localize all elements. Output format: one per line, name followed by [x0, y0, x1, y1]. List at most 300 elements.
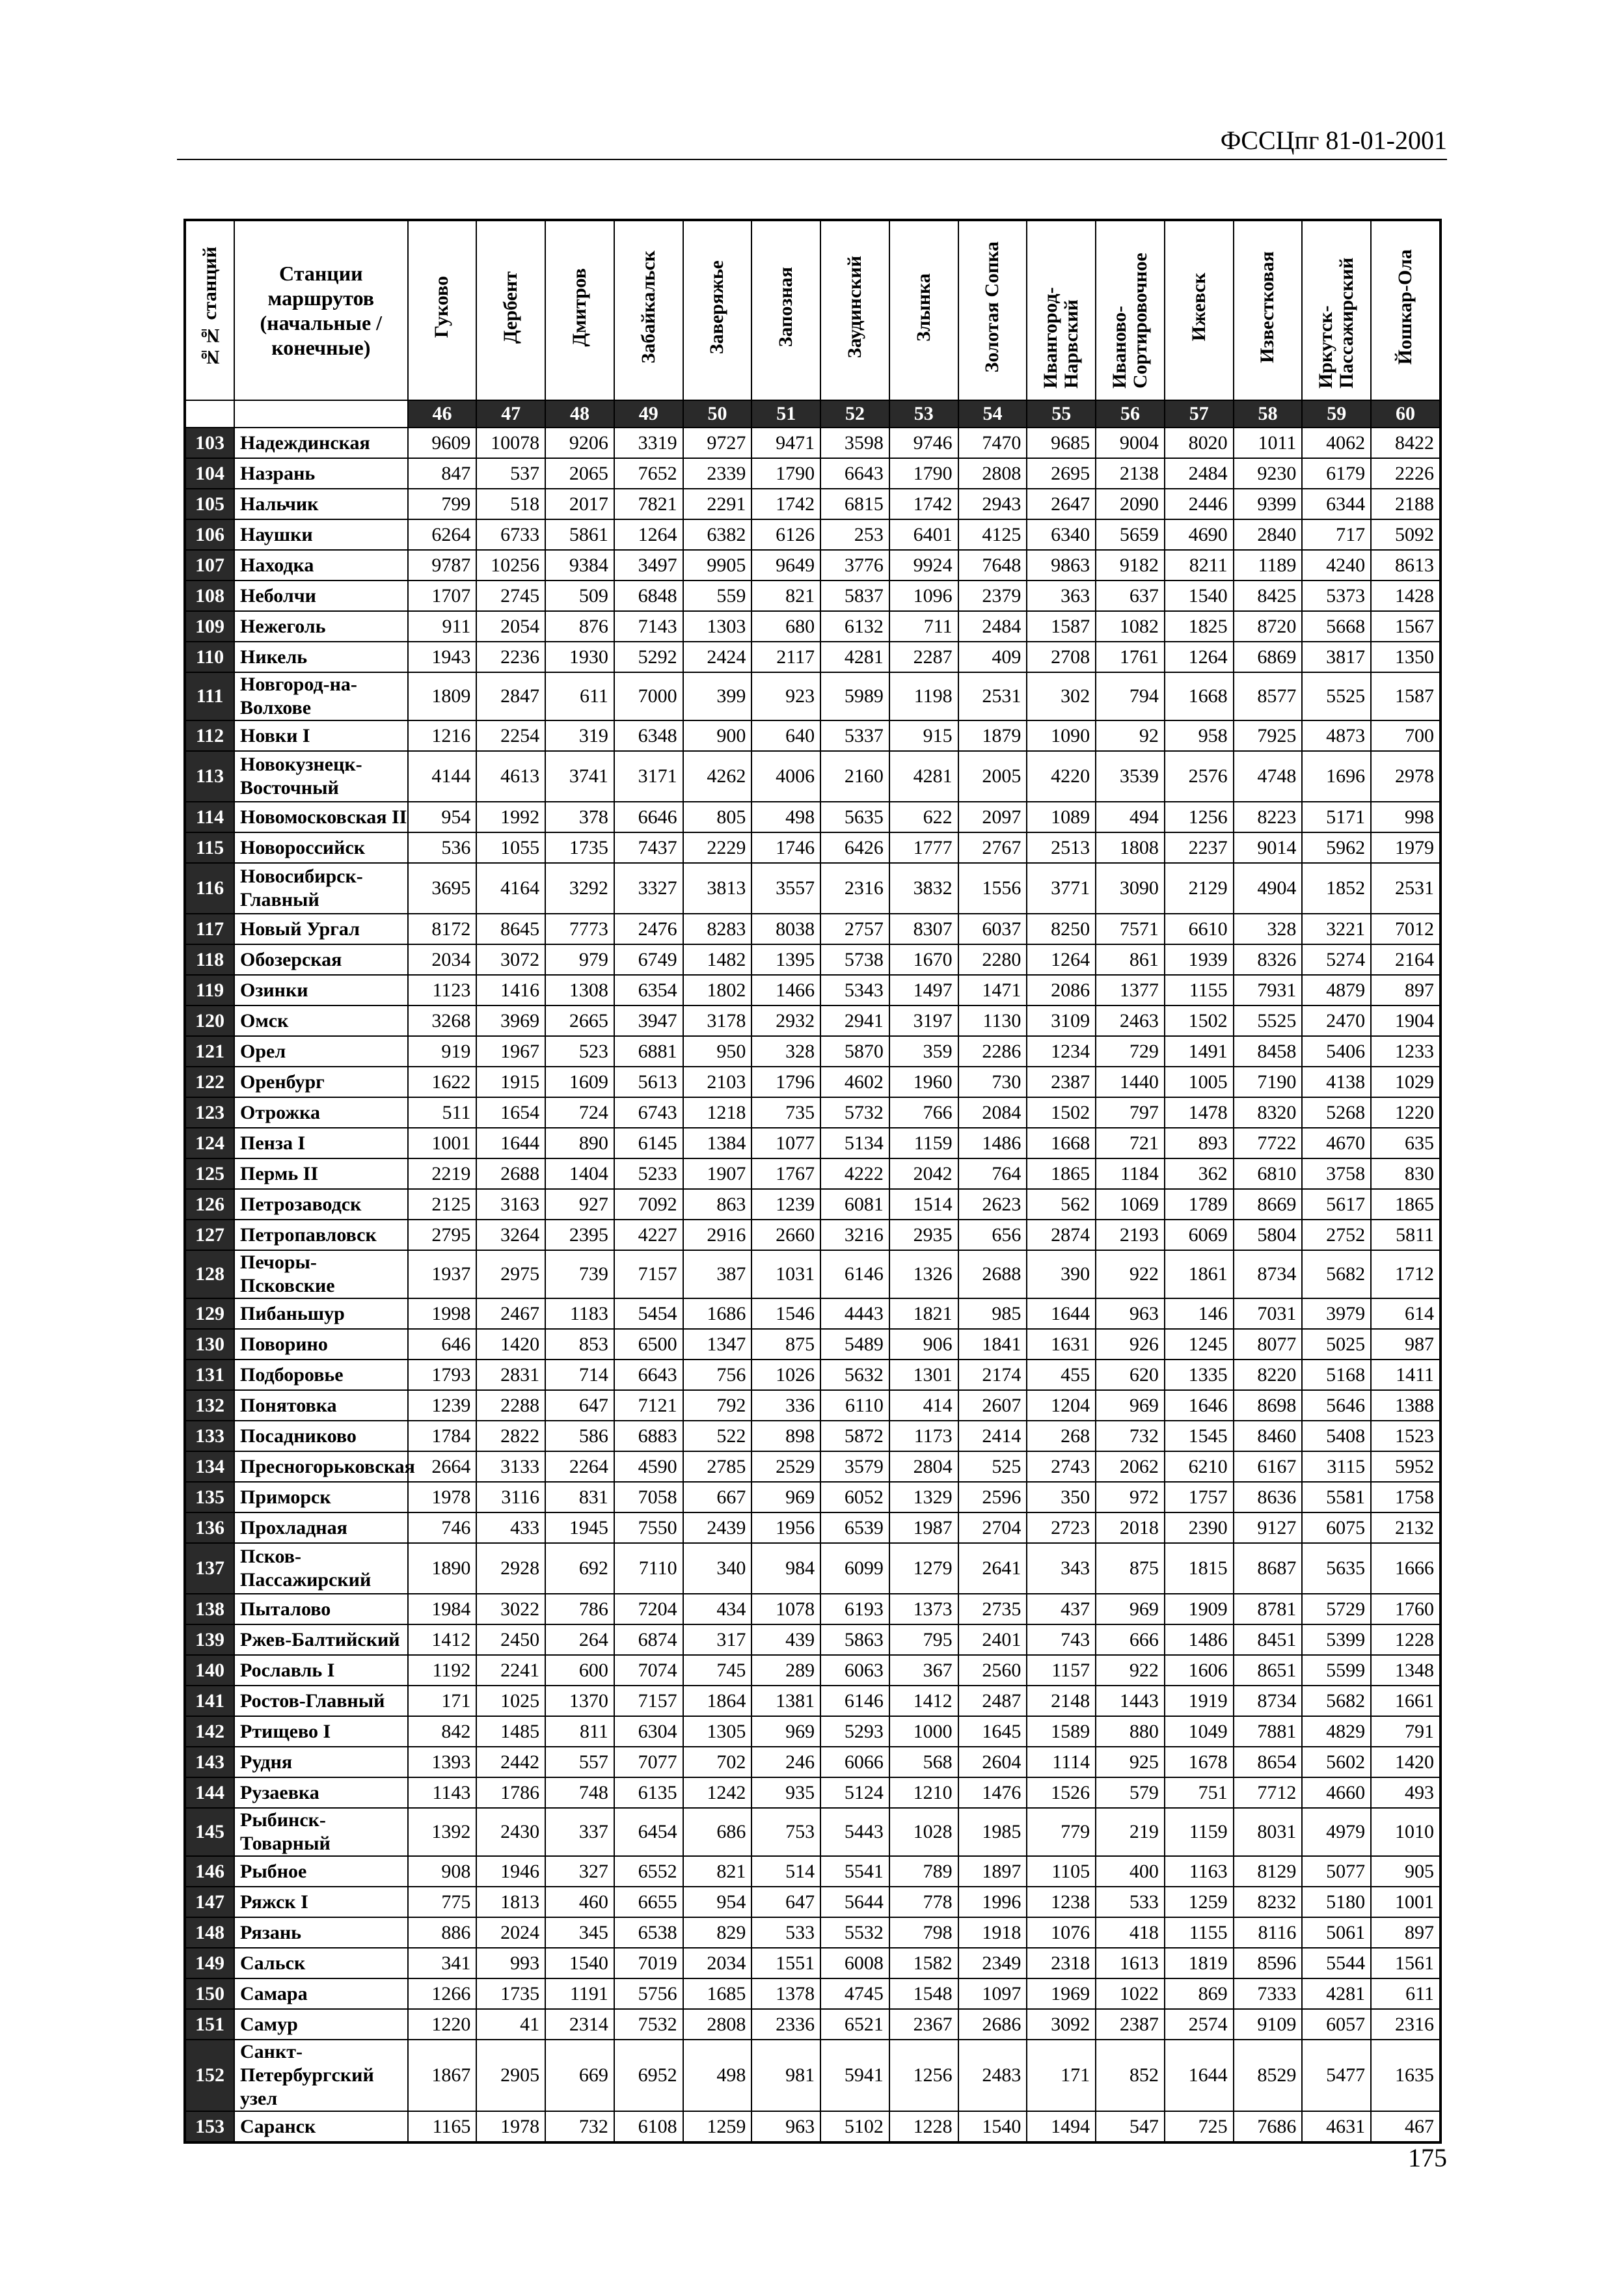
distance-cell: 1784 [408, 1421, 477, 1451]
distance-cell: 2745 [476, 581, 545, 611]
distance-cell: 493 [1371, 1777, 1441, 1808]
distance-cell: 2943 [958, 489, 1027, 519]
distance-cell: 1329 [889, 1482, 958, 1512]
distance-cell: 1026 [751, 1360, 820, 1390]
distance-cell: 3197 [889, 1005, 958, 1036]
distance-cell: 2822 [476, 1421, 545, 1451]
distance-cell: 1712 [1371, 1250, 1441, 1298]
distance-cell: 4281 [889, 751, 958, 802]
distance-cell: 821 [683, 1856, 752, 1887]
distance-cell: 359 [889, 1036, 958, 1067]
table-row [185, 1005, 1441, 1036]
distance-cell: 1384 [683, 1128, 752, 1158]
distance-cell: 1789 [1165, 1189, 1234, 1220]
distance-cell: 748 [545, 1777, 614, 1808]
distance-cell: 1696 [1302, 751, 1371, 802]
row-number: 110 [185, 642, 234, 672]
column-header [1302, 220, 1371, 400]
distance-cell: 557 [545, 1747, 614, 1777]
distance-cell: 1969 [1027, 1978, 1096, 2009]
distance-cell: 1259 [683, 2111, 752, 2142]
distance-cell: 3813 [683, 863, 752, 914]
distance-cell: 8781 [1234, 1594, 1303, 1624]
distance-cell: 1440 [1096, 1067, 1165, 1097]
distance-cell: 4281 [820, 642, 889, 672]
distance-cell: 328 [751, 1036, 820, 1067]
distance-cell: 2928 [476, 1543, 545, 1594]
station-name: Новки I [234, 720, 408, 751]
column-header [1165, 220, 1234, 400]
distance-cell: 2647 [1027, 489, 1096, 519]
distance-cell: 3497 [614, 550, 683, 581]
distance-cell: 2316 [1371, 2009, 1441, 2040]
distance-cell: 2097 [958, 802, 1027, 832]
distance-cell: 981 [751, 2040, 820, 2111]
distance-cell: 378 [545, 802, 614, 832]
station-number-header [185, 220, 234, 400]
distance-cell: 7074 [614, 1655, 683, 1686]
distance-cell: 8129 [1234, 1856, 1303, 1887]
distance-cell: 811 [545, 1716, 614, 1747]
column-header-label: Иркутск-Пассажирский [1315, 257, 1358, 389]
distance-cell: 1143 [408, 1777, 477, 1808]
distance-cell: 7204 [614, 1594, 683, 1624]
distance-cell: 345 [545, 1917, 614, 1948]
distance-cell: 9863 [1027, 550, 1096, 581]
distance-cell: 2463 [1096, 1005, 1165, 1036]
distance-cell: 5989 [820, 672, 889, 720]
distance-cell: 5292 [614, 642, 683, 672]
distance-cell: 3817 [1302, 642, 1371, 672]
station-name: Назрань [234, 458, 408, 489]
distance-cell: 700 [1371, 720, 1441, 751]
distance-cell: 1010 [1371, 1808, 1441, 1856]
distance-cell: 1264 [1027, 944, 1096, 975]
table-row [185, 2040, 1441, 2111]
distance-cell: 514 [751, 1856, 820, 1887]
column-header [1371, 220, 1441, 400]
table-row [185, 1451, 1441, 1482]
distance-cell: 4670 [1302, 1128, 1371, 1158]
distance-cell: 1347 [683, 1329, 752, 1360]
table-row [185, 428, 1441, 458]
distance-cell: 1155 [1165, 1917, 1234, 1948]
distance-cell: 2795 [408, 1220, 477, 1250]
distance-cell: 6500 [614, 1329, 683, 1360]
row-number: 107 [185, 550, 234, 581]
row-number: 116 [185, 863, 234, 914]
distance-cell: 880 [1096, 1716, 1165, 1747]
distance-cell: 1392 [408, 1808, 477, 1856]
distance-cell: 1335 [1165, 1360, 1234, 1390]
distance-cell: 1301 [889, 1360, 958, 1390]
distance-cell: 494 [1096, 802, 1165, 832]
distance-cell: 1486 [958, 1128, 1027, 1158]
distance-cell: 852 [1096, 2040, 1165, 2111]
station-name: Новгород-на-Волхове [234, 672, 408, 720]
distance-cell: 2840 [1234, 519, 1303, 550]
distance-cell: 5532 [820, 1917, 889, 1948]
distance-cell: 6057 [1302, 2009, 1371, 2040]
distance-cell: 1644 [1165, 2040, 1234, 2111]
distance-cell: 2164 [1371, 944, 1441, 975]
distance-cell: 1746 [751, 832, 820, 863]
distance-cell: 3947 [614, 1005, 683, 1036]
row-number: 153 [185, 2111, 234, 2142]
column-number: 46 [408, 400, 477, 428]
distance-cell: 2767 [958, 832, 1027, 863]
distance-cell: 5171 [1302, 802, 1371, 832]
table-row [185, 944, 1441, 975]
distance-cell: 1978 [408, 1482, 477, 1512]
distance-cell: 1256 [1165, 802, 1234, 832]
distance-cell: 7550 [614, 1512, 683, 1543]
distance-cell: 7925 [1234, 720, 1303, 751]
distance-cell: 756 [683, 1360, 752, 1390]
distance-cell: 869 [1165, 1978, 1234, 2009]
distance-cell: 5613 [614, 1067, 683, 1097]
station-name-header [234, 220, 408, 400]
table-row [185, 802, 1441, 832]
distance-cell: 1742 [889, 489, 958, 519]
distance-cell: 6126 [751, 519, 820, 550]
distance-cell: 2132 [1371, 1512, 1441, 1543]
row-number: 105 [185, 489, 234, 519]
row-number: 130 [185, 1329, 234, 1360]
distance-cell: 1025 [476, 1686, 545, 1716]
distance-cell: 764 [958, 1158, 1027, 1189]
distance-cell: 6008 [820, 1948, 889, 1978]
distance-cell: 1055 [476, 832, 545, 863]
distance-cell: 1157 [1027, 1655, 1096, 1686]
table-row [185, 672, 1441, 720]
distance-cell: 8577 [1234, 672, 1303, 720]
distance-cell: 1556 [958, 863, 1027, 914]
distance-cell: 1865 [1027, 1158, 1096, 1189]
distance-cell: 7571 [1096, 914, 1165, 944]
distance-cell: 5861 [545, 519, 614, 550]
distance-cell: 5525 [1234, 1005, 1303, 1036]
distance-cell: 6815 [820, 489, 889, 519]
distance-cell: 9109 [1234, 2009, 1303, 2040]
station-name: Ржев-Балтийский [234, 1624, 408, 1655]
distance-cell: 1404 [545, 1158, 614, 1189]
distance-cell: 5617 [1302, 1189, 1371, 1220]
distance-cell: 1670 [889, 944, 958, 975]
distance-cell: 10256 [476, 550, 545, 581]
distance-cell: 1767 [751, 1158, 820, 1189]
distance-cell: 9230 [1234, 458, 1303, 489]
distance-cell: 6733 [476, 519, 545, 550]
distance-cell: 3539 [1096, 751, 1165, 802]
distance-cell: 4590 [614, 1451, 683, 1482]
table-row [185, 975, 1441, 1005]
distance-cell: 2450 [476, 1624, 545, 1655]
distance-cell: 2367 [889, 2009, 958, 2040]
distance-cell: 954 [683, 1887, 752, 1917]
distance-cell: 9746 [889, 428, 958, 458]
distance-cell: 1220 [1371, 1097, 1441, 1128]
distance-cell: 5738 [820, 944, 889, 975]
distance-cell: 1852 [1302, 863, 1371, 914]
distance-cell: 253 [820, 519, 889, 550]
distance-cell: 1114 [1027, 1747, 1096, 1777]
row-number: 149 [185, 1948, 234, 1978]
table-row [185, 581, 1441, 611]
distance-cell: 5544 [1302, 1948, 1371, 1978]
row-number: 104 [185, 458, 234, 489]
table-row [185, 2111, 1441, 2142]
station-name: Пенза I [234, 1128, 408, 1158]
distance-cell: 2708 [1027, 642, 1096, 672]
distance-cell: 6874 [614, 1624, 683, 1655]
distance-cell: 455 [1027, 1360, 1096, 1390]
distance-cell: 1907 [683, 1158, 752, 1189]
distance-cell: 1155 [1165, 975, 1234, 1005]
distance-cell: 897 [1371, 975, 1441, 1005]
distance-cell: 336 [751, 1390, 820, 1421]
distance-cell: 2241 [476, 1655, 545, 1686]
distance-cell: 3116 [476, 1482, 545, 1512]
station-name: Рыбное [234, 1856, 408, 1887]
distance-cell: 1609 [545, 1067, 614, 1097]
distance-cell: 640 [751, 720, 820, 751]
distance-cell: 863 [683, 1189, 752, 1220]
table-row [185, 1390, 1441, 1421]
distance-cell: 1867 [408, 2040, 477, 2111]
table-row [185, 1360, 1441, 1390]
distance-cell: 4222 [820, 1158, 889, 1189]
column-header-label: Гуково [431, 276, 453, 338]
distance-cell: 1545 [1165, 1421, 1234, 1451]
blank-cell [185, 400, 234, 428]
distance-cell: 1984 [408, 1594, 477, 1624]
distance-cell: 739 [545, 1250, 614, 1298]
distance-cell: 5168 [1302, 1360, 1371, 1390]
distance-cell: 1471 [958, 975, 1027, 1005]
distance-cell: 2174 [958, 1360, 1027, 1390]
column-header [614, 220, 683, 400]
distance-cell: 414 [889, 1390, 958, 1421]
distance-cell: 7881 [1234, 1716, 1303, 1747]
distance-cell: 667 [683, 1482, 752, 1512]
distance-cell: 963 [751, 2111, 820, 2142]
distance-cell: 1198 [889, 672, 958, 720]
distance-cell: 6132 [820, 611, 889, 642]
table-row [185, 1543, 1441, 1594]
distance-cell: 3758 [1302, 1158, 1371, 1189]
distance-cell: 1242 [683, 1777, 752, 1808]
distance-cell: 2743 [1027, 1451, 1096, 1482]
distance-cell: 1967 [476, 1036, 545, 1067]
distance-cell: 8223 [1234, 802, 1303, 832]
distance-cell: 1567 [1371, 611, 1441, 642]
distance-cell: 2831 [476, 1360, 545, 1390]
distance-cell: 1561 [1371, 1948, 1441, 1978]
distance-cell: 2470 [1302, 1005, 1371, 1036]
distance-cell: 735 [751, 1097, 820, 1128]
distance-cell: 533 [1096, 1887, 1165, 1917]
distance-cell: 8283 [683, 914, 752, 944]
distance-cell: 3292 [545, 863, 614, 914]
distance-cell: 1216 [408, 720, 477, 751]
distance-cell: 847 [408, 458, 477, 489]
table-row [185, 863, 1441, 914]
distance-cell: 1494 [1027, 2111, 1096, 2142]
row-number: 131 [185, 1360, 234, 1390]
distance-cell: 922 [1096, 1655, 1165, 1686]
station-name: Приморск [234, 1482, 408, 1512]
distance-cell: 908 [408, 1856, 477, 1887]
distance-cell: 8031 [1234, 1808, 1303, 1856]
distance-cell: 2607 [958, 1390, 1027, 1421]
distance-cell: 2349 [958, 1948, 1027, 1978]
distance-cell: 146 [1165, 1298, 1234, 1329]
distance-cell: 1378 [751, 1978, 820, 2009]
table-row [185, 1220, 1441, 1250]
distance-cell: 2288 [476, 1390, 545, 1421]
station-name: Петропавловск [234, 1220, 408, 1250]
distance-cell: 2484 [958, 611, 1027, 642]
station-name: Подборовье [234, 1360, 408, 1390]
distance-cell: 1082 [1096, 611, 1165, 642]
distance-cell: 2138 [1096, 458, 1165, 489]
distance-cell: 5863 [820, 1624, 889, 1655]
distance-cell: 3741 [545, 751, 614, 802]
distance-cell: 1678 [1165, 1747, 1234, 1777]
distance-cell: 1809 [408, 672, 477, 720]
column-number: 50 [683, 400, 752, 428]
distance-cell: 1622 [408, 1067, 477, 1097]
distance-cell: 1879 [958, 720, 1027, 751]
distance-cell: 6069 [1165, 1220, 1234, 1250]
row-number: 141 [185, 1686, 234, 1716]
distance-cell: 2287 [889, 642, 958, 672]
distance-cell: 1998 [408, 1298, 477, 1329]
distance-cell: 1123 [408, 975, 477, 1005]
row-number: 145 [185, 1808, 234, 1856]
row-number: 121 [185, 1036, 234, 1067]
distance-cell: 5180 [1302, 1887, 1371, 1917]
distance-cell: 1130 [958, 1005, 1027, 1036]
distance-cell: 1000 [889, 1716, 958, 1747]
distance-cell: 6643 [614, 1360, 683, 1390]
distance-cell: 1757 [1165, 1482, 1234, 1512]
distance-cell: 8669 [1234, 1189, 1303, 1220]
distance-cell: 2188 [1371, 489, 1441, 519]
table-row [185, 720, 1441, 751]
distance-cell: 8596 [1234, 1948, 1303, 1978]
station-number-header-label: №№ станций [198, 246, 221, 368]
distance-cell: 219 [1096, 1808, 1165, 1856]
distance-cell: 1985 [958, 1808, 1027, 1856]
column-number: 52 [820, 400, 889, 428]
distance-cell: 8645 [476, 914, 545, 944]
table-row [185, 1856, 1441, 1887]
distance-cell: 1303 [683, 611, 752, 642]
distance-cell: 686 [683, 1808, 752, 1856]
distance-cell: 1582 [889, 1948, 958, 1978]
table-body [185, 428, 1441, 2142]
distance-cell: 1416 [476, 975, 545, 1005]
distance-cell: 5635 [820, 802, 889, 832]
distance-cell: 1815 [1165, 1543, 1234, 1594]
column-header [751, 220, 820, 400]
distance-cell: 620 [1096, 1360, 1165, 1390]
distance-cell: 1758 [1371, 1482, 1441, 1512]
distance-cell: 2935 [889, 1220, 958, 1250]
row-number: 112 [185, 720, 234, 751]
distance-cell: 1228 [889, 2111, 958, 2142]
distance-cell: 7092 [614, 1189, 683, 1220]
distance-cell: 1668 [1027, 1128, 1096, 1158]
row-number: 133 [185, 1421, 234, 1451]
distance-cell: 5343 [820, 975, 889, 1005]
row-number: 129 [185, 1298, 234, 1329]
distance-cell: 2018 [1096, 1512, 1165, 1543]
distance-cell: 6135 [614, 1777, 683, 1808]
station-name: Рославль I [234, 1655, 408, 1686]
distance-cell: 547 [1096, 2111, 1165, 2142]
distance-cell: 1476 [958, 1777, 1027, 1808]
distance-cell: 890 [545, 1128, 614, 1158]
distance-cell: 3771 [1027, 863, 1096, 914]
distance-cell: 9014 [1234, 832, 1303, 863]
distance-cell: 6610 [1165, 914, 1234, 944]
row-number: 122 [185, 1067, 234, 1097]
distance-cell: 5811 [1371, 1220, 1441, 1250]
distance-cell: 972 [1096, 1482, 1165, 1512]
distance-cell: 1987 [889, 1512, 958, 1543]
distance-cell: 1420 [476, 1329, 545, 1360]
distance-cell: 6521 [820, 2009, 889, 2040]
distance-cell: 8116 [1234, 1917, 1303, 1948]
distance-cell: 751 [1165, 1777, 1234, 1808]
station-name: Новомосковская II [234, 802, 408, 832]
distance-cell: 1348 [1371, 1655, 1441, 1686]
distance-cell: 1388 [1371, 1390, 1441, 1421]
distance-cell: 4690 [1165, 519, 1234, 550]
distance-cell: 1668 [1165, 672, 1234, 720]
distance-cell: 1381 [751, 1686, 820, 1716]
distance-cell: 6848 [614, 581, 683, 611]
distance-cell: 1613 [1096, 1948, 1165, 1978]
table-row [185, 489, 1441, 519]
table-row [185, 1917, 1441, 1948]
row-number: 143 [185, 1747, 234, 1777]
distance-cell: 3327 [614, 863, 683, 914]
distance-cell: 5870 [820, 1036, 889, 1067]
distance-cell: 753 [751, 1808, 820, 1856]
distance-cell: 1526 [1027, 1777, 1096, 1808]
distance-cell: 319 [545, 720, 614, 751]
distance-cell: 390 [1027, 1250, 1096, 1298]
distance-cell: 8654 [1234, 1747, 1303, 1777]
table-row [185, 1716, 1441, 1747]
page-number: 175 [1408, 2143, 1447, 2172]
distance-cell: 6179 [1302, 458, 1371, 489]
distance-cell: 1996 [958, 1887, 1027, 1917]
distance-cell: 586 [545, 1421, 614, 1451]
row-number: 120 [185, 1005, 234, 1036]
distance-cell: 1956 [751, 1512, 820, 1543]
distance-cell: 2529 [751, 1451, 820, 1482]
row-number: 115 [185, 832, 234, 863]
distance-cell: 2237 [1165, 832, 1234, 863]
table-row [185, 1948, 1441, 1978]
distance-cell: 1466 [751, 975, 820, 1005]
distance-cell: 6643 [820, 458, 889, 489]
